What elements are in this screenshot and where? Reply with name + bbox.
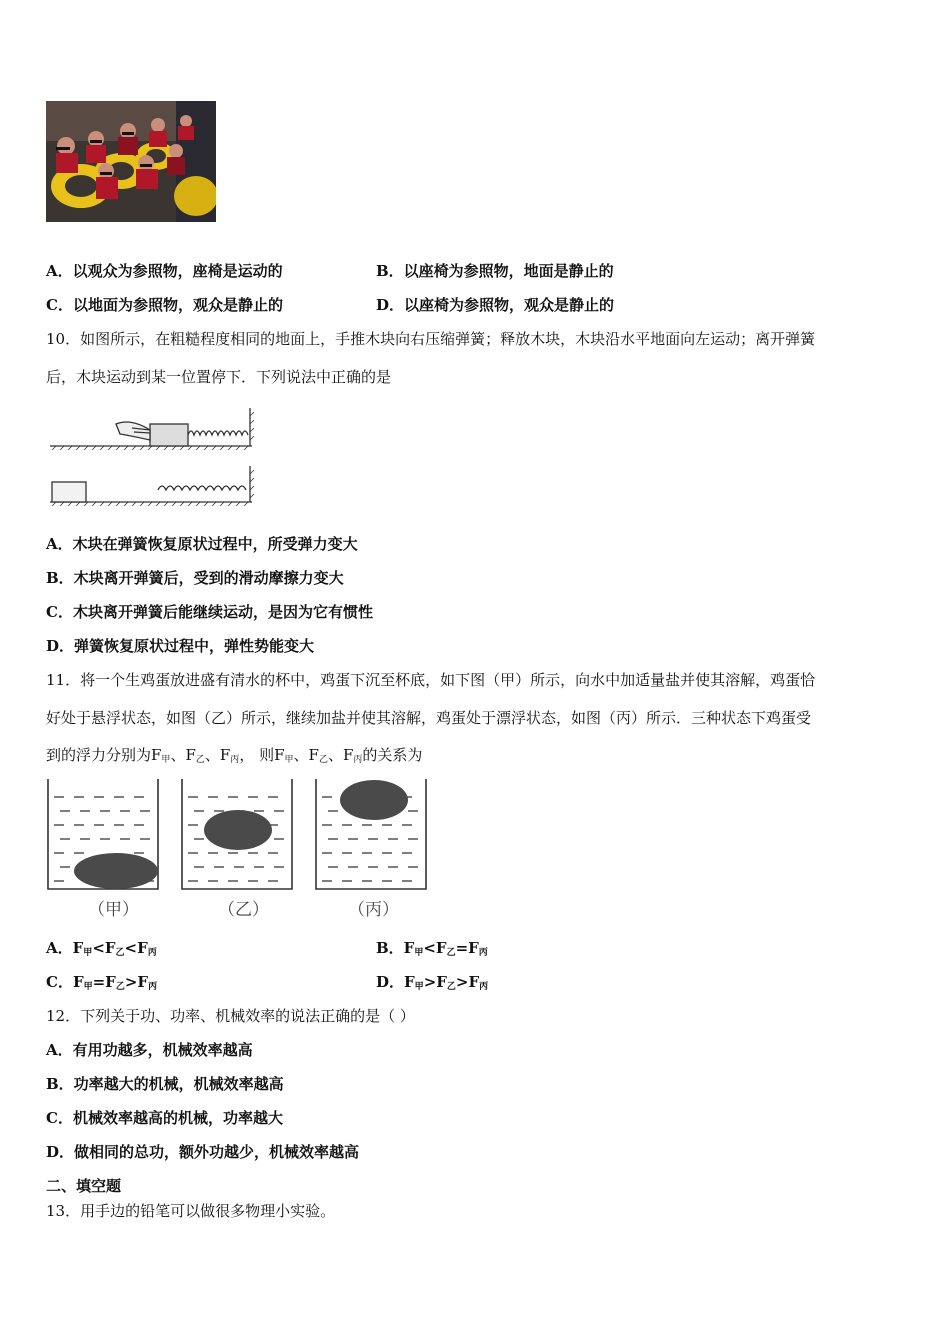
q12-option-c: C．机械效率越高的机械，功率越大: [46, 1109, 283, 1127]
q10-option-b: B．木块离开弹簧后，受到的滑动摩擦力变大: [46, 569, 344, 587]
theater-audience-photo: [46, 101, 216, 222]
q11-option-d: D．$F_甲>F_乙>F_丙$: [376, 973, 489, 992]
spring-block-diagram: [46, 402, 256, 510]
q9-option-c: C．以地面为参照物，观众是静止的: [46, 296, 283, 314]
q12-stem: 12．下列关于功、功率、机械效率的说法正确的是（ ）: [46, 1007, 415, 1025]
q10-option-a: A．木块在弹簧恢复原状过程中，所受弹力变大: [46, 535, 358, 553]
egg-floating: [340, 780, 408, 820]
q11-stem-line3: 到的浮力分别为$F_甲$、$F_乙$、$F_丙$， 则$F_甲$、$F_乙$、$F_丙$的关系为: [46, 746, 423, 765]
q11-option-b: B．$F_甲<F_乙=F_丙$: [376, 939, 488, 958]
egg-sinking: [74, 853, 158, 889]
label-jia: （甲）: [88, 900, 139, 920]
q10-option-d: D．弹簧恢复原状过程中，弹性势能变大: [46, 637, 315, 655]
q12-option-a: A．有用功越多，机械效率越高: [46, 1041, 253, 1059]
q11-option-c: C．$F_甲=F_乙>F_丙$: [46, 973, 158, 992]
q10-stem-line1: 10．如图所示，在粗糙程度相同的地面上，手推木块向右压缩弹簧；释放木块，木块沿水平地面向左运动；离开弹簧: [46, 330, 816, 348]
egg-buoyancy-diagram: [44, 775, 434, 925]
q10-option-c: C．木块离开弹簧后能继续运动，是因为它有惯性: [46, 603, 373, 621]
q11-stem-line1: 11．将一个生鸡蛋放进盛有清水的杯中，鸡蛋下沉至杯底，如下图（甲）所示，向水中加适量盐并使其溶解，鸡蛋恰: [46, 671, 816, 689]
label-bing: （丙）: [348, 900, 399, 920]
label-yi: （乙）: [218, 900, 269, 920]
q12-option-d: D．做相同的总功，额外功越少，机械效率越高: [46, 1143, 360, 1161]
q9-option-a: A．以观众为参照物，座椅是运动的: [46, 262, 283, 280]
q11-option-a: A．$F_甲<F_乙<F_丙$: [46, 939, 157, 958]
q10-stem-line2: 后，木块运动到某一位置停下．下列说法中正确的是: [46, 368, 392, 386]
q12-option-b: B．功率越大的机械，机械效率越高: [46, 1075, 284, 1093]
q9-option-b: B．以座椅为参照物，地面是静止的: [376, 262, 614, 280]
egg-suspended: [204, 810, 272, 850]
q13-stem: 13．用手边的铅笔可以做很多物理小实验。: [46, 1202, 336, 1220]
q9-option-d: D．以座椅为参照物，观众是静止的: [376, 296, 615, 314]
q11-stem-line2: 好处于悬浮状态，如图（乙）所示，继续加盐并使其溶解，鸡蛋处于漂浮状态，如图（丙）所示．三种状态下鸡蛋受: [46, 709, 812, 727]
section-title-fill-in: 二、填空题: [46, 1177, 122, 1195]
